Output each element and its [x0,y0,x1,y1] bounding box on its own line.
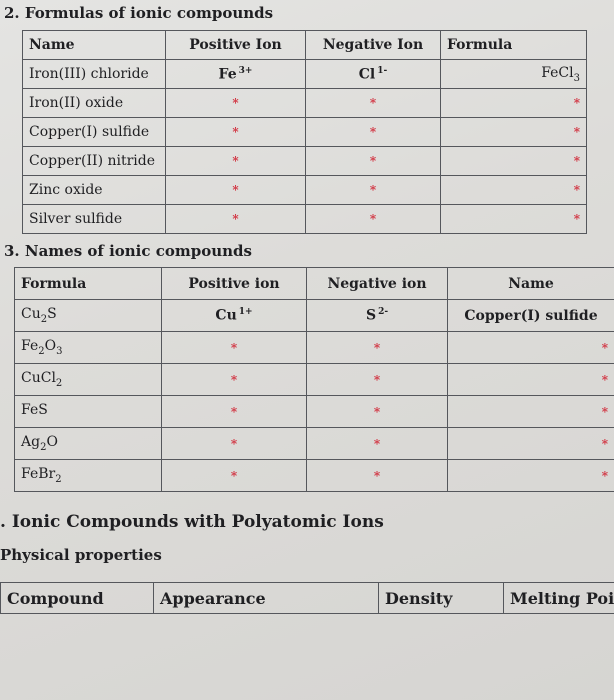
compound-name: Copper(I) sulfide [23,118,166,147]
table-header-row [23,31,587,60]
table-row [15,428,614,460]
formula: $Fe_2O_3$ [15,332,162,364]
section-4-title: . Ionic Compounds with Polyatomic Ions [0,512,384,532]
table-row [15,460,614,492]
header-formula: Formula [15,268,162,300]
table-header-row [15,268,614,300]
header-formula: Formula [441,31,587,60]
answer-marker: * [162,460,307,492]
formula: FeBr$_2$ [15,460,162,492]
answer-marker: * [306,118,441,147]
table-row [15,332,614,364]
section-3-title: 3. Names of ionic compounds [4,242,252,260]
positive-ion: Cu $^{1+}$ [162,300,307,332]
compound-name: Copper(II) nitride [23,147,166,176]
compound-name: Iron(II) oxide [23,89,166,118]
answer-marker: * [162,364,307,396]
header-density: Density [379,583,504,614]
answer-marker: * [307,332,448,364]
negative-ion: Cl $^{1-}$ [306,60,441,89]
answer-marker: * [306,205,441,234]
header-compound: Compound [1,583,154,614]
table-row [23,118,587,147]
formula: CuCl$_2$ [15,364,162,396]
answer-marker: * [307,396,448,428]
header-negative-ion: Negative Ion [306,31,441,60]
section-2-title: 2. Formulas of ionic compounds [4,4,274,22]
formula: FeCl$_3$ [441,60,587,89]
header-melting-point: Melting Poi [504,583,614,614]
table-row [15,364,614,396]
answer-marker: * [441,205,587,234]
header-appearance: Appearance [154,583,379,614]
table-row [23,205,587,234]
answer-marker: * [448,396,614,428]
answer-marker: * [307,428,448,460]
answer-marker: * [307,364,448,396]
table-row [23,60,587,89]
header-negative-ion: Negative ion [307,268,448,300]
header-name: Name [23,31,166,60]
header-positive-ion: Positive ion [162,268,307,300]
formula: $Ag_2O$ [15,428,162,460]
answer-marker: * [162,428,307,460]
formula: FeS [15,396,162,428]
answer-marker: * [441,118,587,147]
names-table [14,267,614,492]
answer-marker: * [448,460,614,492]
answer-marker: * [166,205,306,234]
answer-marker: * [306,176,441,205]
answer-marker: * [448,364,614,396]
answer-marker: * [162,332,307,364]
answer-marker: * [162,396,307,428]
header-positive-ion: Positive Ion [166,31,306,60]
compound-name: Zinc oxide [23,176,166,205]
answer-marker: * [166,147,306,176]
formulas-table [22,30,587,234]
table-row [23,89,587,118]
physical-properties-subtitle: Physical properties [0,546,162,564]
answer-marker: * [441,176,587,205]
answer-marker: * [166,89,306,118]
answer-marker: * [306,89,441,118]
table-row [15,300,614,332]
compound-name: Iron(III) chloride [23,60,166,89]
table-row [23,176,587,205]
compound-name: Copper(I) sulfide [448,300,614,332]
table-row [15,396,614,428]
table-header-row [1,583,614,614]
compound-name: Silver sulfide [23,205,166,234]
answer-marker: * [448,428,614,460]
formula: $Cu_2S$ [15,300,162,332]
answer-marker: * [166,118,306,147]
answer-marker: * [441,89,587,118]
answer-marker: * [441,147,587,176]
answer-marker: * [306,147,441,176]
negative-ion: S $^{2-}$ [307,300,448,332]
header-name: Name [448,268,614,300]
positive-ion: Fe $^{3+}$ [166,60,306,89]
polyatomic-table [0,582,614,614]
table-row [23,147,587,176]
answer-marker: * [448,332,614,364]
answer-marker: * [166,176,306,205]
answer-marker: * [307,460,448,492]
